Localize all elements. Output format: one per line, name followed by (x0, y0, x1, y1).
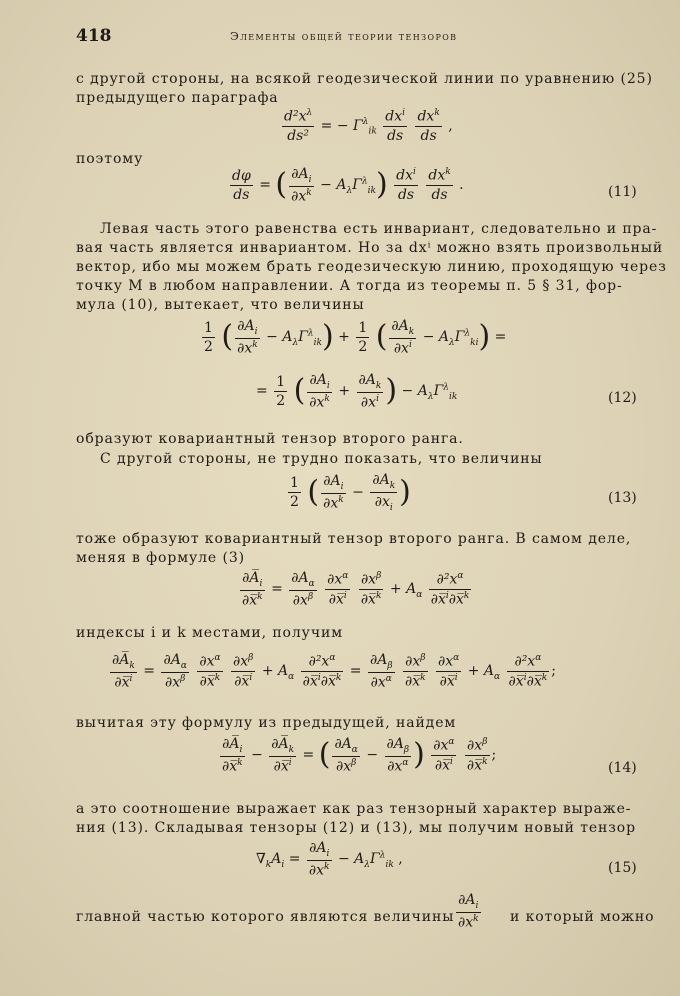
equation-15: $\nabla_kA_i$ = $\frac{\partial A_i}{\partial x^k}$ − $A_\lambda\Gamma^\lambda_{ik}$ , (256, 840, 403, 879)
equation-14: $\frac{\partial A̅_i}{\partial x̅^k}$ − $\frac{\partial A̅_k}{\partial x̅^i}$ = ( $\frac{\partial A_\alpha}{\partial x^\beta}$ − $\frac{\partial A_\beta}{\partial x^\alpha}$ ) $\frac{\partial x^\alpha}{\partial x̅^i}$ $\frac{\partial x^\beta}{\partial x̅^k}$ ; (222, 736, 497, 775)
text-line: вычитая эту формулу из предыдущей, найдем (76, 715, 457, 731)
equation-number: (13) (608, 490, 637, 506)
text-line: ния (13). Складывая тензоры (12) и (13), мы получим новый тензор (76, 820, 636, 836)
equation-11: $\frac{d\varphi}{ds}$ = ( $\frac{\partial A_i}{\partial x^k}$ − $A_\lambda\Gamma^\lambda_{ik}$) $\frac{dx^i}{ds}$ $\frac{dx^k}{ds}$ . (232, 166, 464, 205)
equation-number: (11) (608, 184, 637, 200)
text-line: и который можно (510, 909, 655, 925)
equation-12-line-2: = $\frac{1}{2}$ ( $\frac{\partial A_i}{\partial x^k}$ + $\frac{\partial A_k}{\partial x^i}$ ) − $A_\lambda\Gamma^\lambda_{ik}$ (256, 372, 458, 411)
running-title: Элементы общей теории тензоров (230, 29, 458, 43)
text-line: С другой стороны, не трудно показать, что величины (100, 451, 543, 467)
text-line: вектор, ибо мы можем брать геодезическую линию, проходящую через (76, 259, 667, 275)
page-header (0, 26, 680, 50)
equation-12-line-1: $\frac{1}{2}$ ( $\frac{\partial A_i}{\partial x^k}$ − $A_\lambda\Gamma^\lambda_{ik}$) + $\frac{1}{2}$ ( $\frac{\partial A_k}{\partial x^i}$ − $A_\lambda\Gamma^\lambda_{ki}$) = (204, 318, 507, 357)
text-line: индексы i и k местами, получим (76, 625, 343, 641)
equation-13: $\frac{1}{2}$ ( $\frac{\partial A_i}{\partial x^k}$ − $\frac{\partial A_k}{\partial x_i}$ ) (290, 472, 411, 513)
text-line: поэтому (76, 151, 144, 167)
text-line: тоже образуют ковариантный тензор второго ранга. В самом деле, (76, 531, 632, 547)
text-line: меняя в формуле (3) (76, 550, 245, 566)
page-number: 418 (76, 26, 112, 46)
swapped-formula: $\frac{\partial A̅_k}{\partial x̅^i}$ = $\frac{\partial A_\alpha}{\partial x^\beta}$ $\frac{\partial x^\alpha}{\partial x̅^k}$ $\frac{\partial x^\beta}{\partial x̅^i}$ + $A_\alpha$ $\frac{\partial^2x^\alpha}{\partial x̅^i\partial x̅^k}$ = $\frac{\partial A_\beta}{\partial x^\alpha}$ $\frac{\partial x^\beta}{\partial x̅^k}$ $\frac{\partial x^\alpha}{\partial x̅^i}$ + $A_\alpha$ $\frac{\partial^2x^\alpha}{\partial x̅^i\partial x̅^k}$ ; (112, 652, 556, 691)
text-line: а это соотношение выражает как раз тензорный характер выраже- (76, 801, 632, 817)
equation-number: (15) (608, 860, 637, 876)
geodesic-equation: $\frac{d^2x^\lambda}{\text{ds²}}$ = − $\Gamma^\lambda_{ik}$ $\frac{dx^i}{ds}$ $\frac{dx^k}{ds}$ , (284, 108, 453, 144)
text-line: мула (10), вытекает, что величины (76, 297, 365, 313)
text-line: точку M в любом направлении. А тогда из теоремы п. 5 § 31, фор- (76, 278, 623, 294)
inline-derivative: $\frac{\partial A_i}{\partial x^k}$ (458, 892, 479, 931)
equation-number: (12) (608, 390, 637, 406)
transformation-formula: $\frac{\partial A̅_i}{\partial x̅^k}$ = $\frac{\partial A_\alpha}{\partial x^\beta}$ $\frac{\partial x^\alpha}{\partial x̅^i}$ $\frac{\partial x^\beta}{\partial x̅^k}$ + $A_\alpha$ $\frac{\partial^2x^\alpha}{\partial x̅^i\partial x̅^k}$ (242, 570, 470, 609)
text-line: вая часть является инвариантом. Но за dxⁱ можно взять произвольный (76, 240, 664, 256)
text-line: Левая часть этого равенства есть инвариант, следовательно и пра- (100, 221, 658, 237)
equation-number: (14) (608, 760, 637, 776)
text-line: образуют ковариантный тензор второго ранга. (76, 431, 464, 447)
text-line: с другой стороны, на всякой геодезической линии по уравнению (25) (76, 71, 653, 87)
text-line: предыдущего параграфа (76, 90, 279, 106)
text-line: главной частью которого являются величины (76, 909, 455, 925)
